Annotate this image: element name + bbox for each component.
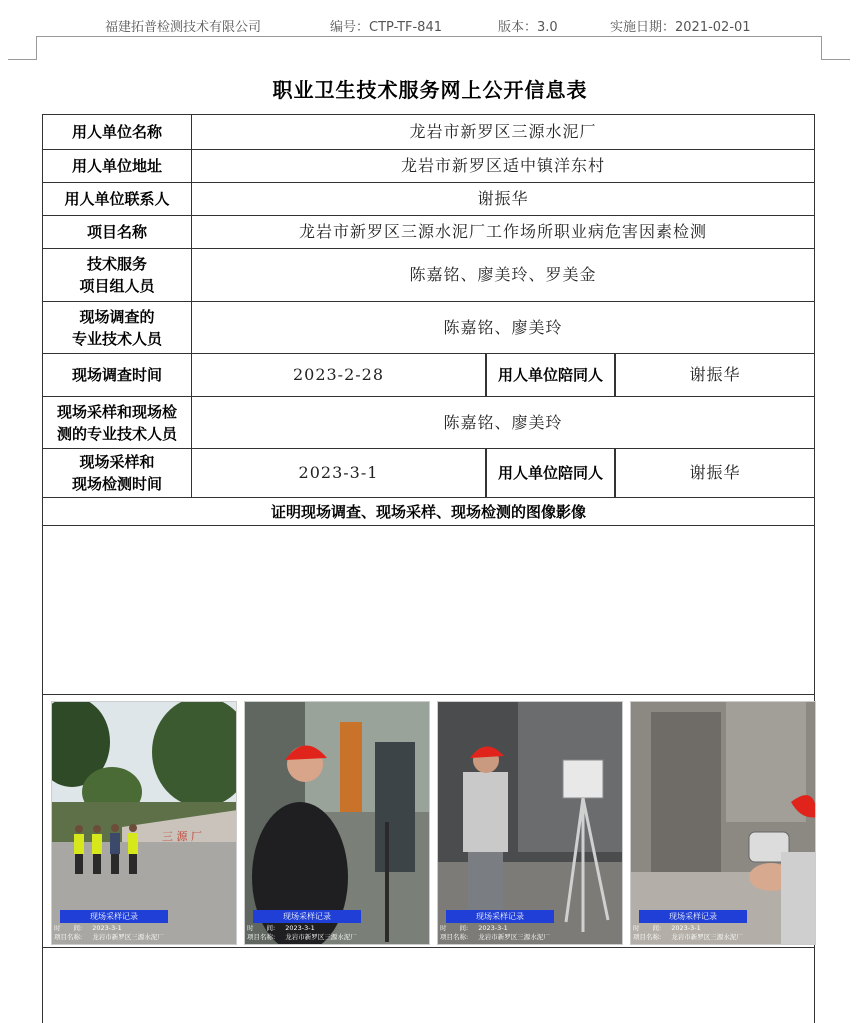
label-sampling-time-line2: 现场检测时间: [71, 475, 162, 493]
photo-project-row: [54, 933, 234, 942]
photo-time-row: [247, 924, 427, 933]
photo-time: 2023-3-1: [671, 924, 701, 932]
photo-time-label: 时 间:: [247, 924, 276, 932]
photo-time: 2023-3-1: [92, 924, 122, 932]
label-survey-companion: 用人单位陪同人: [497, 366, 603, 384]
photo-tripod-sampler: [437, 701, 623, 945]
label-employer-address: 用人单位地址: [71, 157, 162, 175]
photo-project-row: [633, 933, 813, 942]
value-employer-name: 龙岩市新罗区三源水泥厂: [409, 122, 597, 141]
header-rule: [36, 36, 821, 37]
value-sampling-companion: 谢振华: [689, 463, 741, 482]
value-employer-address: 龙岩市新罗区适中镇洋东村: [400, 156, 605, 175]
value-survey-companion: 谢振华: [689, 365, 741, 384]
label-employer-contact: 用人单位联系人: [64, 190, 170, 208]
label-sampling-staff-line1: 现场采样和现场检: [56, 402, 177, 421]
photo-strip: [43, 694, 814, 947]
photo-time-label: 时 间:: [54, 924, 83, 932]
label-project-name: 项目名称: [86, 223, 147, 241]
value-survey-time: 2023-2-28: [292, 365, 385, 384]
photo-project-row: [440, 933, 620, 942]
label-sampling-time-line1: 现场采样和: [79, 453, 155, 471]
page-header: [0, 0, 860, 44]
label-sampling-companion: 用人单位陪同人: [497, 464, 603, 482]
photo-time-label: 时 间:: [633, 924, 662, 932]
photo-time-row: [440, 924, 620, 933]
value-project-name: 龙岩市新罗区三源水泥厂工作场所职业病危害因素检测: [298, 222, 707, 241]
photo-time: 2023-3-1: [478, 924, 508, 932]
value-sampling-staff: 陈嘉铭、廖美玲: [443, 412, 563, 432]
document-version: 版本：3.0: [498, 20, 558, 35]
photo-project: 龙岩市新罗区三源水泥厂: [478, 933, 550, 941]
photo-project-row: [247, 933, 427, 942]
images-heading: 证明现场调查、现场采样、现场检测的图像影像: [270, 502, 586, 521]
photo-time: 2023-3-1: [285, 924, 315, 932]
value-sampling-time: 2023-3-1: [298, 463, 379, 482]
photo-project-label: 项目名称:: [633, 933, 662, 941]
company-name: 福建拓普检测技术有限公司: [105, 20, 262, 35]
photo-project: 龙岩市新罗区三源水泥厂: [671, 933, 743, 941]
effective-date: 实施日期：2021-02-01: [610, 20, 751, 35]
label-survey-staff-line1: 现场调查的: [79, 307, 155, 326]
crop-mark-left-h: [8, 59, 37, 60]
photo-project-label: 项目名称:: [247, 933, 276, 941]
photo-time-row: [633, 924, 813, 933]
value-project-team: 陈嘉铭、廖美玲、罗美金: [409, 265, 597, 284]
label-sampling-staff-line2: 测的专业技术人员: [56, 424, 177, 443]
wall-sign-text: 三 源 厂: [162, 830, 202, 843]
label-survey-staff: [43, 302, 191, 353]
label-survey-time: 现场调查时间: [71, 366, 162, 384]
photo-machinery-worker: [244, 701, 430, 945]
crop-mark-left: [36, 36, 37, 60]
photo-time-row: [54, 924, 234, 933]
label-project-team: [43, 249, 191, 301]
label-employer-name: 用人单位名称: [71, 123, 162, 141]
photo-time-label: 时 间:: [440, 924, 469, 932]
photo-badge: 现场采样记录: [60, 910, 168, 923]
photo-handheld-meter: [630, 701, 816, 945]
label-sampling-staff: [43, 397, 191, 448]
photo-badge: 现场采样记录: [446, 910, 554, 923]
label-survey-staff-line2: 专业技术人员: [71, 329, 162, 348]
crop-mark-right: [821, 36, 822, 60]
photo-badge: 现场采样记录: [253, 910, 361, 923]
photo-project-label: 项目名称:: [54, 933, 83, 941]
label-project-team-line2: 项目组人员: [79, 277, 155, 295]
photo-project-label: 项目名称:: [440, 933, 469, 941]
photo-outdoor-team: [51, 701, 237, 945]
value-employer-contact: 谢振华: [477, 189, 529, 208]
crop-mark-right-h: [821, 59, 850, 60]
info-table: [42, 114, 815, 1023]
document-code: 编号：CTP-TF-841: [330, 20, 442, 35]
photo-project: 龙岩市新罗区三源水泥厂: [92, 933, 164, 941]
label-project-team-line1: 技术服务: [86, 255, 147, 273]
photo-project: 龙岩市新罗区三源水泥厂: [285, 933, 357, 941]
photo-badge: 现场采样记录: [639, 910, 747, 923]
document-title: 职业卫生技术服务网上公开信息表: [272, 78, 588, 102]
value-survey-staff: 陈嘉铭、廖美玲: [443, 317, 563, 337]
label-sampling-time: [43, 449, 191, 497]
